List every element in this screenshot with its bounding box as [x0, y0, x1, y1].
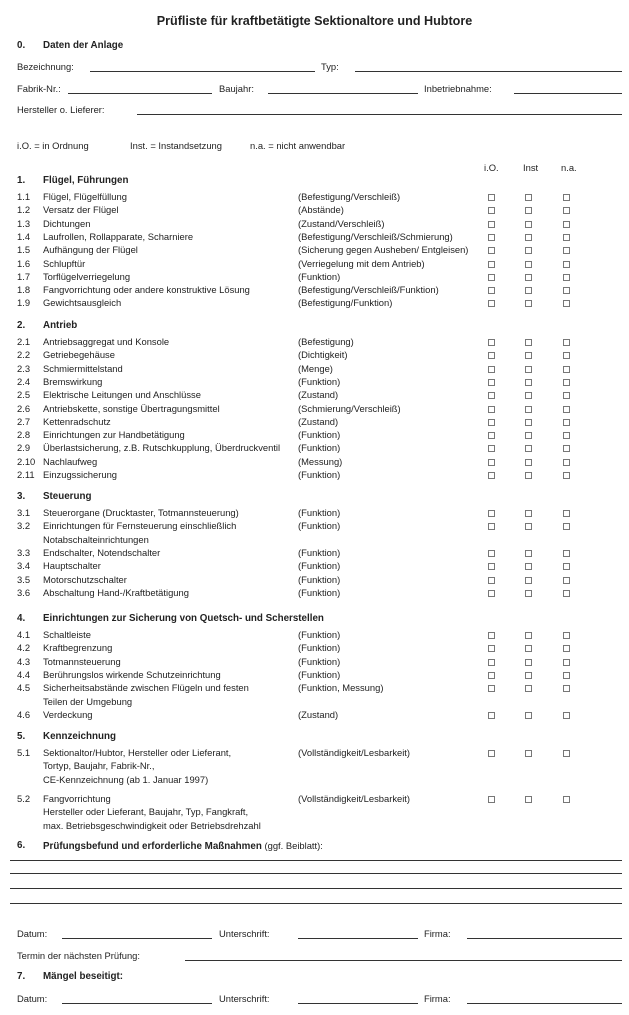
unterschrift-field-2[interactable]: [298, 1003, 418, 1004]
item-check-criteria: (Zustand): [298, 389, 339, 401]
item-number: 4.6: [17, 708, 31, 720]
checkbox-na[interactable]: [563, 590, 570, 597]
checkbox-inst[interactable]: [525, 406, 532, 413]
checkbox-inst[interactable]: [525, 234, 532, 241]
checkbox-inst[interactable]: [525, 419, 532, 426]
item-number: 2.7: [17, 415, 31, 427]
item-check-criteria: (Zustand/Verschleiß): [298, 217, 385, 229]
checkbox-na[interactable]: [563, 274, 570, 281]
item-text: Antriebsaggregat und Konsole: [43, 336, 170, 347]
befund-line[interactable]: [10, 873, 622, 874]
checkbox-inst[interactable]: [525, 796, 532, 803]
item-number: 4.2: [17, 642, 31, 654]
checkbox-inst[interactable]: [525, 672, 532, 679]
checkbox-na[interactable]: [563, 523, 570, 530]
item-check-criteria: (Funktion): [298, 655, 341, 667]
item-text: Notabschalteinrichtungen: [43, 533, 149, 545]
checkbox-io[interactable]: [488, 445, 495, 452]
item-number: 2.3: [17, 362, 31, 374]
checkbox-na[interactable]: [563, 392, 570, 399]
section-title: Steuerung: [43, 491, 92, 502]
section-number: 5.: [17, 731, 26, 742]
item-number: 1.9: [17, 297, 31, 309]
checkbox-inst[interactable]: [525, 459, 532, 466]
firma-label: Firma:: [424, 928, 451, 939]
item-text: Motorschutzschalter: [43, 573, 127, 585]
checkbox-inst[interactable]: [525, 261, 532, 268]
item-text: Einrichtungen für Fernsteuerung einschließlich: [43, 520, 237, 532]
item-text: Nachlaufweg: [43, 455, 98, 467]
checkbox-io[interactable]: [488, 352, 495, 359]
checkbox-io[interactable]: [488, 632, 495, 639]
item-text: Flügel, Flügelfüllung: [43, 191, 127, 202]
fabrik-nr-field[interactable]: [68, 93, 212, 94]
item-text: Teilen der Umgebung: [43, 695, 133, 707]
termin-label: Termin der nächsten Prüfung:: [17, 950, 140, 961]
checkbox-na[interactable]: [563, 234, 570, 241]
checkbox-na[interactable]: [563, 261, 570, 268]
checkbox-na[interactable]: [563, 472, 570, 479]
item-text: Überlastsicherung, z.B. Rutschkupplung, Überdruckventil: [43, 442, 281, 454]
checkbox-inst[interactable]: [525, 221, 532, 228]
item-check-criteria: (Befestigung/Verschleiß): [298, 191, 401, 202]
checkbox-io[interactable]: [488, 379, 495, 386]
checkbox-na[interactable]: [563, 432, 570, 439]
checkbox-inst[interactable]: [525, 685, 532, 692]
section-title: Antrieb: [43, 320, 78, 331]
section-number: 4.: [17, 613, 26, 624]
checkbox-io[interactable]: [488, 406, 495, 413]
datum-label: Datum:: [17, 928, 48, 939]
item-check-criteria: (Funktion): [298, 586, 341, 598]
section-0-title: Daten der Anlage: [43, 40, 124, 51]
checkbox-na[interactable]: [563, 247, 570, 254]
item-number: 4.3: [17, 655, 31, 667]
typ-field[interactable]: [355, 71, 622, 72]
checkbox-na[interactable]: [563, 194, 570, 201]
item-number: 3.2: [17, 520, 31, 532]
befund-line[interactable]: [10, 860, 622, 861]
firma-field-2[interactable]: [467, 1003, 622, 1004]
checkbox-io[interactable]: [488, 550, 495, 557]
bezeichnung-label: Bezeichnung:: [17, 61, 74, 72]
section-7-number: 7.: [17, 971, 26, 982]
firma-field[interactable]: [467, 938, 622, 939]
item-number: 2.5: [17, 389, 31, 401]
checkbox-io[interactable]: [488, 590, 495, 597]
section-0-number: 0.: [17, 40, 26, 51]
checkbox-na[interactable]: [563, 510, 570, 517]
item-text: Hersteller oder Lieferant, Baujahr, Typ, Fangkraft,: [43, 806, 249, 818]
baujahr-label: Baujahr:: [219, 83, 254, 94]
checkbox-na[interactable]: [563, 287, 570, 294]
checkbox-io[interactable]: [488, 432, 495, 439]
checkbox-na[interactable]: [563, 550, 570, 557]
item-number: 4.1: [17, 629, 31, 640]
section-6-heading: [43, 840, 323, 852]
checkbox-io[interactable]: [488, 645, 495, 652]
item-check-criteria: (Befestigung/Verschleiß/Schmierung): [298, 230, 453, 242]
inbetriebnahme-field[interactable]: [514, 93, 622, 94]
checkbox-io[interactable]: [488, 274, 495, 281]
checkbox-na[interactable]: [563, 712, 570, 719]
section-number: 3.: [17, 491, 26, 502]
checkbox-io[interactable]: [488, 207, 495, 214]
item-check-criteria: (Funktion): [298, 668, 341, 680]
item-check-criteria: (Funktion): [298, 629, 341, 640]
section-title: Einrichtungen zur Sicherung von Quetsch- und Scherstellen: [43, 613, 324, 624]
checkbox-na[interactable]: [563, 685, 570, 692]
page-title: Prüfliste für kraftbetätigte Sektionaltore und Hubtore: [156, 14, 473, 28]
item-check-criteria: (Vollständigkeit/Lesbarkeit): [298, 792, 411, 804]
checkbox-io[interactable]: [488, 659, 495, 666]
item-text: Endschalter, Notendschalter: [43, 546, 161, 558]
checkbox-na[interactable]: [563, 300, 570, 307]
item-number: 2.9: [17, 442, 31, 454]
section-6-note: (ggf. Beiblatt):: [264, 840, 323, 851]
item-number: 3.4: [17, 560, 31, 572]
item-number: 3.3: [17, 546, 31, 558]
datum-label-2: Datum:: [17, 993, 48, 1004]
checkbox-inst[interactable]: [525, 577, 532, 584]
item-text: Fangvorrichtung: [43, 792, 111, 804]
checkbox-na[interactable]: [563, 632, 570, 639]
checkbox-inst[interactable]: [525, 712, 532, 719]
unterschrift-label: Unterschrift:: [219, 928, 270, 939]
item-number: 1.5: [17, 244, 31, 256]
item-number: 2.11: [17, 469, 35, 480]
unterschrift-label-2: Unterschrift:: [219, 993, 270, 1004]
item-check-criteria: (Zustand): [298, 708, 339, 720]
item-check-criteria: (Funktion): [298, 442, 341, 454]
checkbox-inst[interactable]: [525, 432, 532, 439]
item-check-criteria: (Funktion): [298, 560, 341, 572]
checkbox-io[interactable]: [488, 472, 495, 479]
checkbox-io[interactable]: [488, 234, 495, 241]
item-number: 5.1: [17, 747, 31, 758]
item-text: Tortyp, Baujahr, Fabrik-Nr.,: [43, 760, 155, 772]
checkbox-inst[interactable]: [525, 194, 532, 201]
checkbox-inst[interactable]: [525, 632, 532, 639]
item-text: Antriebskette, sonstige Übertragungsmittel: [43, 402, 220, 414]
checkbox-inst[interactable]: [525, 563, 532, 570]
item-check-criteria: (Funktion): [298, 573, 341, 585]
inbetriebnahme-label: Inbetriebnahme:: [424, 83, 492, 94]
item-text: max. Betriebsgeschwindigkeit oder Betriebsdrehzahl: [43, 819, 261, 831]
item-text: Elektrische Leitungen und Anschlüsse: [43, 389, 201, 401]
section-title: Flügel, Führungen: [43, 175, 129, 186]
checkbox-inst[interactable]: [525, 659, 532, 666]
item-number: 3.6: [17, 586, 31, 598]
checkbox-io[interactable]: [488, 419, 495, 426]
checkbox-inst[interactable]: [525, 550, 532, 557]
item-check-criteria: (Befestigung/Verschleiß/Funktion): [298, 284, 439, 296]
item-number: 4.5: [17, 682, 31, 694]
termin-field[interactable]: [185, 960, 622, 961]
item-check-criteria: (Abstände): [298, 204, 344, 216]
checkbox-inst[interactable]: [525, 247, 532, 254]
item-check-criteria: (Befestigung): [298, 336, 354, 347]
item-number: 3.5: [17, 573, 31, 585]
checkbox-io[interactable]: [488, 339, 495, 346]
item-text: Fangvorrichtung oder andere konstruktive Lösung: [43, 284, 250, 296]
item-text: Schaltleiste: [43, 629, 91, 640]
checkbox-inst[interactable]: [525, 645, 532, 652]
item-check-criteria: (Funktion): [298, 429, 341, 441]
item-number: 2.4: [17, 375, 31, 387]
item-number: 2.10: [17, 455, 36, 467]
section-number: 2.: [17, 320, 26, 331]
item-number: 1.6: [17, 257, 31, 269]
item-check-criteria: (Schmierung/Verschleiß): [298, 402, 401, 414]
section-title: Kennzeichnung: [43, 731, 116, 742]
item-text: Bremswirkung: [43, 375, 103, 387]
checkbox-io[interactable]: [488, 459, 495, 466]
checkbox-io[interactable]: [488, 510, 495, 517]
checkbox-na[interactable]: [563, 577, 570, 584]
item-check-criteria: (Funktion): [298, 546, 341, 558]
item-number: 5.2: [17, 792, 31, 804]
checkbox-io[interactable]: [488, 194, 495, 201]
checkbox-inst[interactable]: [525, 590, 532, 597]
unterschrift-field[interactable]: [298, 938, 418, 939]
item-number: 2.8: [17, 429, 31, 441]
checkbox-io[interactable]: [488, 750, 495, 757]
checkbox-inst[interactable]: [525, 750, 532, 757]
befund-line[interactable]: [10, 888, 622, 889]
checkbox-io[interactable]: [488, 577, 495, 584]
item-text: Einzugssicherung: [43, 469, 118, 480]
checkbox-io[interactable]: [488, 672, 495, 679]
legend-na: n.a. = nicht anwendbar: [250, 140, 346, 151]
item-check-criteria: (Sicherung gegen Ausheben/ Entgleisen): [298, 244, 469, 256]
item-text: Hauptschalter: [43, 560, 101, 572]
item-check-criteria: (Funktion): [298, 507, 341, 518]
firma-label-2: Firma:: [424, 993, 451, 1004]
item-check-criteria: (Dichtigkeit): [298, 349, 348, 361]
datum-field[interactable]: [62, 938, 212, 939]
checkbox-inst[interactable]: [525, 339, 532, 346]
item-text: Sektionaltor/Hubtor, Hersteller oder Lieferant,: [43, 747, 232, 758]
item-number: 1.8: [17, 284, 31, 296]
typ-label: Typ:: [321, 61, 339, 72]
checkbox-na[interactable]: [563, 796, 570, 803]
checkbox-io[interactable]: [488, 221, 495, 228]
item-number: 2.1: [17, 336, 31, 347]
checkbox-na[interactable]: [563, 419, 570, 426]
item-check-criteria: (Befestigung/Funktion): [298, 297, 393, 309]
item-text: Getriebegehäuse: [43, 349, 115, 361]
item-number: 1.1: [17, 191, 31, 202]
checkbox-io[interactable]: [488, 523, 495, 530]
item-number: 2.6: [17, 402, 31, 414]
item-text: Dichtungen: [43, 217, 91, 229]
checkbox-na[interactable]: [563, 750, 570, 757]
checkbox-na[interactable]: [563, 406, 570, 413]
checkbox-inst[interactable]: [525, 366, 532, 373]
column-header-inst: Inst: [523, 162, 539, 173]
item-text: Einrichtungen zur Handbetätigung: [43, 429, 185, 441]
checkbox-inst[interactable]: [525, 300, 532, 307]
hersteller-field[interactable]: [137, 114, 622, 115]
checkbox-inst[interactable]: [525, 352, 532, 359]
item-text: Schlupftür: [43, 257, 86, 269]
item-check-criteria: (Funktion): [298, 375, 341, 387]
section-7-title: Mängel beseitigt:: [43, 971, 124, 982]
item-text: Berührungslos wirkende Schutzeinrichtung: [43, 668, 221, 680]
item-text: Laufrollen, Rollapparate, Scharniere: [43, 230, 194, 242]
section-6-title: Prüfungsbefund und erforderliche Maßnahmen: [43, 841, 262, 852]
checkbox-io[interactable]: [488, 685, 495, 692]
checkbox-io[interactable]: [488, 261, 495, 268]
checkbox-na[interactable]: [563, 645, 570, 652]
item-text: CE-Kennzeichnung (ab 1. Januar 1997): [43, 773, 209, 785]
checkbox-inst[interactable]: [525, 523, 532, 530]
checkbox-io[interactable]: [488, 712, 495, 719]
checkbox-na[interactable]: [563, 339, 570, 346]
baujahr-field[interactable]: [268, 93, 418, 94]
checkbox-inst[interactable]: [525, 287, 532, 294]
checkbox-na[interactable]: [563, 366, 570, 373]
item-number: 3.1: [17, 507, 31, 518]
item-check-criteria: (Funktion): [298, 270, 341, 282]
checkbox-io[interactable]: [488, 796, 495, 803]
hersteller-label: Hersteller o. Lieferer:: [17, 104, 105, 115]
item-check-criteria: (Funktion, Messung): [298, 682, 384, 694]
checkbox-na[interactable]: [563, 459, 570, 466]
legend-io: i.O. = in Ordnung: [17, 140, 89, 151]
checkbox-io[interactable]: [488, 300, 495, 307]
fabrik-nr-label: Fabrik-Nr.:: [17, 83, 61, 94]
item-number: 1.7: [17, 270, 31, 282]
item-number: 4.4: [17, 668, 31, 680]
checkbox-inst[interactable]: [525, 207, 532, 214]
item-text: Aufhängung der Flügel: [43, 244, 138, 256]
checkbox-na[interactable]: [563, 207, 570, 214]
section-number: 1.: [17, 175, 26, 186]
befund-line[interactable]: [10, 903, 622, 904]
item-text: Kettenradschutz: [43, 415, 111, 427]
column-header-na: n.a.: [561, 162, 577, 173]
item-text: Torflügelverriegelung: [43, 270, 131, 282]
checkbox-inst[interactable]: [525, 510, 532, 517]
item-text: Totmannsteuerung: [43, 655, 121, 667]
item-check-criteria: (Funktion): [298, 520, 341, 532]
checkbox-inst[interactable]: [525, 274, 532, 281]
column-header-io: i.O.: [484, 162, 499, 173]
item-text: Verdeckung: [43, 708, 93, 720]
checkbox-na[interactable]: [563, 379, 570, 386]
checkbox-io[interactable]: [488, 247, 495, 254]
bezeichnung-field[interactable]: [90, 71, 315, 72]
section-6-number: 6.: [17, 840, 26, 851]
checkbox-inst[interactable]: [525, 472, 532, 479]
item-text: Gewichtsausgleich: [43, 297, 122, 309]
checkbox-inst[interactable]: [525, 379, 532, 386]
checkbox-na[interactable]: [563, 445, 570, 452]
checkbox-io[interactable]: [488, 366, 495, 373]
item-check-criteria: (Vollständigkeit/Lesbarkeit): [298, 747, 411, 758]
checkbox-io[interactable]: [488, 392, 495, 399]
item-check-criteria: (Zustand): [298, 415, 339, 427]
checkbox-io[interactable]: [488, 563, 495, 570]
item-number: 1.3: [17, 217, 31, 229]
item-check-criteria: (Verriegelung mit dem Antrieb): [298, 257, 425, 269]
checkbox-io[interactable]: [488, 287, 495, 294]
datum-field-2[interactable]: [62, 1003, 212, 1004]
checkbox-inst[interactable]: [525, 445, 532, 452]
checkbox-na[interactable]: [563, 659, 570, 666]
item-check-criteria: (Messung): [298, 455, 343, 467]
checkbox-inst[interactable]: [525, 392, 532, 399]
item-number: 1.4: [17, 230, 31, 242]
item-text: Abschaltung Hand-/Kraftbetätigung: [43, 586, 189, 598]
item-check-criteria: (Menge): [298, 362, 333, 374]
item-check-criteria: (Funktion): [298, 642, 341, 654]
item-text: Steuerorgane (Drucktaster, Totmannsteuerung): [43, 507, 239, 518]
item-check-criteria: (Funktion): [298, 469, 341, 480]
item-text: Sicherheitsabstände zwischen Flügeln und festen: [43, 682, 249, 694]
item-text: Versatz der Flügel: [43, 204, 119, 216]
item-number: 1.2: [17, 204, 31, 216]
item-text: Kraftbegrenzung: [43, 642, 113, 654]
checkbox-na[interactable]: [563, 672, 570, 679]
checkbox-na[interactable]: [563, 352, 570, 359]
legend-inst: Inst. = Instandsetzung: [130, 140, 222, 151]
checkbox-na[interactable]: [563, 221, 570, 228]
item-text: Schmiermittelstand: [43, 362, 123, 374]
checkbox-na[interactable]: [563, 563, 570, 570]
item-number: 2.2: [17, 349, 31, 361]
